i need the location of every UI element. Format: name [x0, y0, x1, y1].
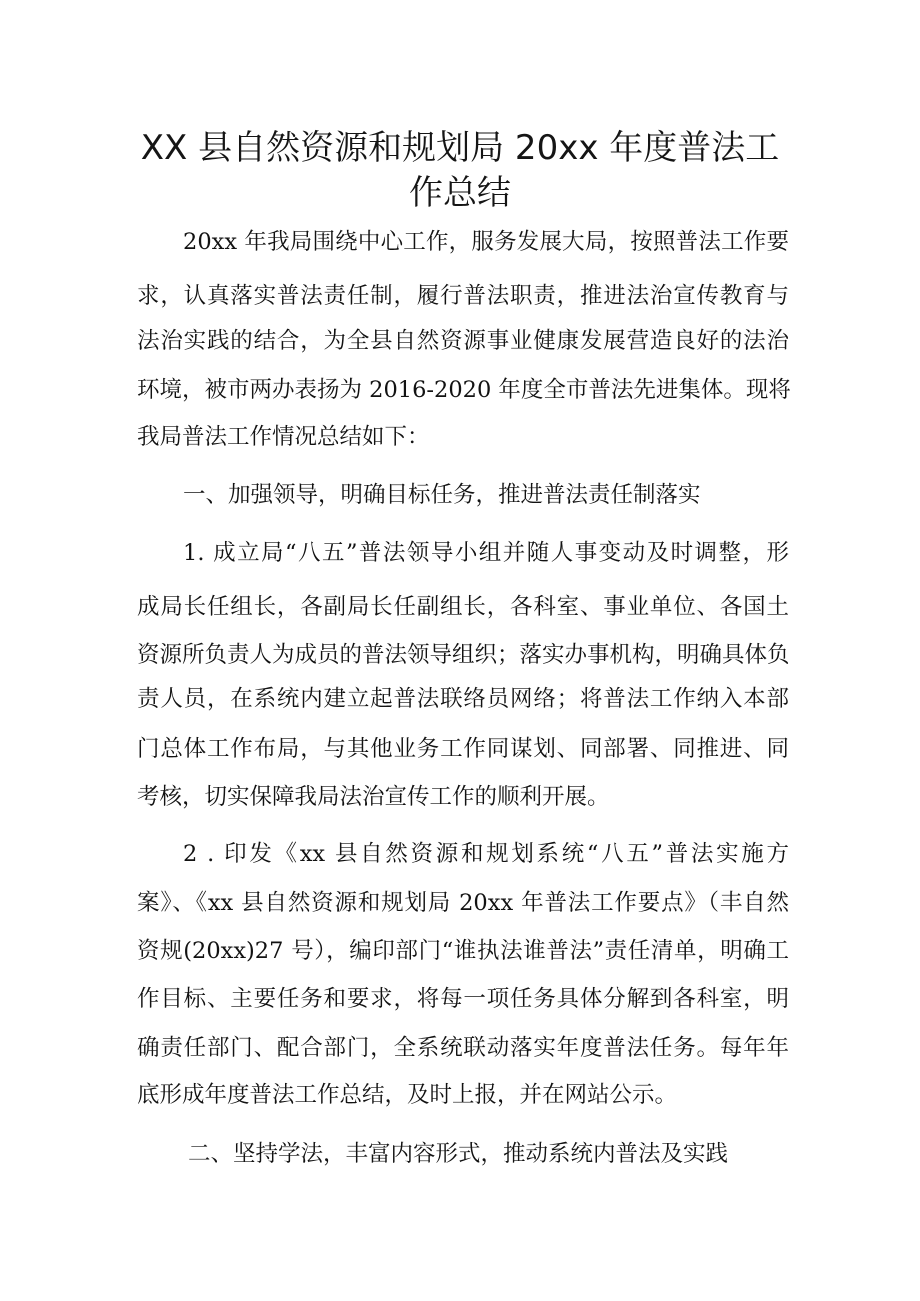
paragraph-line: 求，认真落实普法责任制，履行普法职责，推进法治宣传教育与: [137, 283, 789, 309]
paragraph-line: 1. 成立局“八五”普法领导小组并随人事变动及时调整，形: [183, 540, 789, 566]
document-title-line-1: XX 县自然资源和规划局 20xx 年度普法工: [140, 128, 780, 168]
paragraph-line: 门总体工作布局，与其他业务工作同谋划、同部署、同推进、同: [137, 736, 789, 762]
paragraph-line: 责人员，在系统内建立起普法联络员网络；将普法工作纳入本部: [137, 686, 789, 712]
document-title-line-2: 作总结: [409, 173, 511, 213]
paragraph-line: 资源所负责人为成员的普法领导组织；落实办事机构，明确具体负: [137, 642, 790, 668]
paragraph-line: 我局普法工作情况总结如下：: [137, 424, 430, 450]
paragraph-line: 作目标、主要任务和要求，将每一项任务具体分解到各科室，明: [137, 986, 789, 1012]
paragraph-line: 底形成年度普法工作总结，及时上报，并在网站公示。: [137, 1082, 678, 1108]
paragraph-line: 2 . 印发《xx 县自然资源和规划系统“八五”普法实施方: [183, 841, 789, 867]
paragraph-line: 考核，切实保障我局法治宣传工作的顺利开展。: [137, 784, 610, 810]
paragraph-line: 确责任部门、配合部门，全系统联动落实年度普法任务。每年年: [137, 1035, 789, 1061]
paragraph-line: 案》、《xx 县自然资源和规划局 20xx 年普法工作要点》（丰自然: [137, 890, 789, 916]
paragraph-line: 环境，被市两办表扬为 2016-2020 年度全市普法先进集体。现将: [137, 377, 791, 403]
paragraph-line: 20xx 年我局围绕中心工作，服务发展大局，按照普法工作要: [183, 229, 789, 255]
section-heading-2: 二、坚持学法，丰富内容形式，推动系统内普法及实践: [188, 1141, 729, 1167]
paragraph-line: 资规(20xx)27 号），编印部门“谁执法谁普法”责任清单，明确工: [137, 938, 789, 964]
section-heading-1: 一、加强领导，明确目标任务，推进普法责任制落实: [183, 482, 701, 508]
paragraph-line: 法治实践的结合，为全县自然资源事业健康发展营造良好的法治: [137, 328, 789, 354]
paragraph-line: 成局长任组长，各副局长任副组长，各科室、事业单位、各国土: [137, 594, 789, 620]
